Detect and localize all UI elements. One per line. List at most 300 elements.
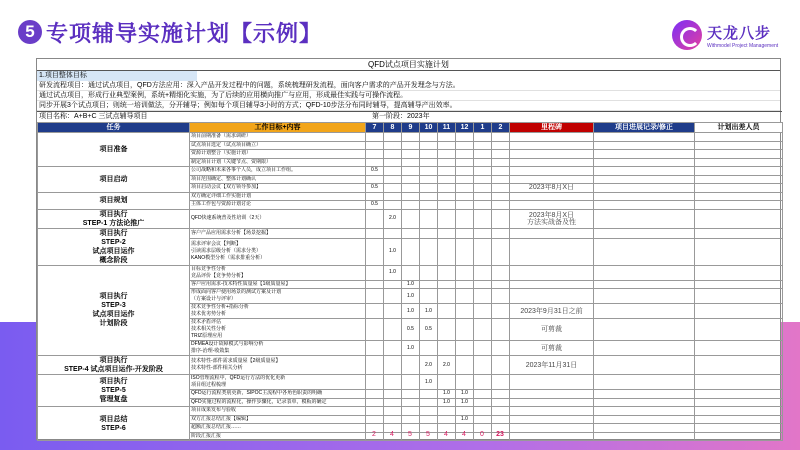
- milestone-cell: 2023年9月31日之前: [510, 304, 594, 319]
- milestone-cell: [510, 201, 594, 210]
- month-value-cell: [366, 141, 384, 150]
- month-value-cell: [384, 192, 402, 201]
- record-cell: [594, 398, 695, 407]
- month-total: 0: [480, 431, 484, 438]
- header-record: 项目进展记录/修正: [594, 123, 695, 133]
- person-cell: [695, 150, 783, 159]
- goal-cell: 需求评审会议【判断】 引读需求层级分析（需求分类） KANO模型分析（需求排重分析）: [190, 238, 366, 265]
- month-value-cell: [492, 201, 510, 210]
- month-value-cell: 1.0: [438, 398, 456, 407]
- record-cell: [594, 341, 695, 356]
- month-value-cell: [420, 150, 438, 159]
- month-value-cell: [492, 150, 510, 159]
- month-value-cell: 0.5: [366, 201, 384, 210]
- month-value-cell: [384, 375, 402, 390]
- month-value-cell: [402, 175, 420, 184]
- record-cell: [594, 150, 695, 159]
- person-cell: [695, 280, 783, 289]
- month-value-cell: [474, 407, 492, 416]
- record-cell: [594, 356, 695, 375]
- month-value-cell: [456, 356, 474, 375]
- month-value-cell: [474, 150, 492, 159]
- month-value-cell: [438, 201, 456, 210]
- project-line: [37, 111, 782, 121]
- month-value-cell: [402, 192, 420, 201]
- month-value-cell: [456, 209, 474, 228]
- record-cell: [594, 192, 695, 201]
- month-value-cell: [366, 192, 384, 201]
- record-cell: [594, 265, 695, 280]
- milestone-cell: [510, 280, 594, 289]
- month-value-cell: [366, 398, 384, 407]
- month-value-cell: [438, 192, 456, 201]
- table-row: [38, 209, 783, 228]
- month-value-cell: [492, 304, 510, 319]
- month-value-cell: [438, 150, 456, 159]
- month-value-cell: [438, 304, 456, 319]
- month-value-cell: [366, 375, 384, 390]
- month-value-cell: [402, 390, 420, 399]
- record-cell: [594, 175, 695, 184]
- month-value-cell: [456, 304, 474, 319]
- month-value-cell: [402, 356, 420, 375]
- month-value-cell: [384, 158, 402, 167]
- month-value-cell: [420, 398, 438, 407]
- month-value-cell: [420, 265, 438, 280]
- month-total: 5: [408, 431, 412, 438]
- month-value-cell: 1.0: [420, 304, 438, 319]
- month-value-cell: [384, 341, 402, 356]
- month-value-cell: [492, 175, 510, 184]
- month-total: 5: [426, 431, 430, 438]
- month-value-cell: [456, 238, 474, 265]
- month-value-cell: [384, 407, 402, 416]
- month-value-cell: [492, 184, 510, 193]
- person-cell: [695, 390, 783, 399]
- person-cell: [695, 407, 783, 416]
- month-value-cell: [474, 167, 492, 176]
- task-cell: 项目执行 STEP-4 试点项目运作-开发阶段: [38, 356, 190, 375]
- month-value-cell: [492, 341, 510, 356]
- month-value-cell: [420, 158, 438, 167]
- month-value-cell: [438, 141, 456, 150]
- month-value-cell: [384, 175, 402, 184]
- record-cell: [594, 238, 695, 265]
- goal-cell: 资源计划整合（实施计划）: [190, 150, 366, 159]
- task-cell: 项目规划: [38, 192, 190, 209]
- month-value-cell: [366, 280, 384, 289]
- logo-name: 天龙八步: [707, 23, 772, 42]
- month-value-cell: [420, 209, 438, 228]
- header: [0, 0, 800, 52]
- month-value-cell: 0.5: [420, 319, 438, 341]
- table-header-row: [38, 123, 783, 133]
- milestone-cell: [510, 390, 594, 399]
- goal-cell: 客户应用需求-技术特性质量屋【1级质量屋】: [190, 280, 366, 289]
- person-cell: [695, 304, 783, 319]
- month-value-cell: [492, 141, 510, 150]
- person-cell: [695, 398, 783, 407]
- record-cell: [594, 304, 695, 319]
- month-value-cell: [402, 201, 420, 210]
- milestone-cell: [510, 289, 594, 304]
- month-value-cell: [474, 280, 492, 289]
- month-value-cell: [456, 280, 474, 289]
- goal-cell: 项目范围确定、整体计划确认: [190, 175, 366, 184]
- month-value-cell: [492, 375, 510, 390]
- month-value-cell: [420, 201, 438, 210]
- month-value-cell: [438, 415, 456, 424]
- person-cell: [695, 167, 783, 176]
- goal-cell: 双方汇报总结汇报【编辑】: [190, 415, 366, 424]
- month-value-cell: [474, 415, 492, 424]
- person-cell: [695, 319, 783, 341]
- month-value-cell: [402, 150, 420, 159]
- month-value-cell: [384, 201, 402, 210]
- plan-table: [37, 122, 783, 441]
- milestone-cell: [510, 141, 594, 150]
- record-cell: [594, 201, 695, 210]
- month-value-cell: [492, 209, 510, 228]
- sheet-title: QFD试点项目实施计划: [37, 59, 780, 71]
- month-value-cell: [384, 319, 402, 341]
- goal-cell: DFMEA设计故障模式与影响分析 排序-治理-收敛集: [190, 341, 366, 356]
- record-cell: [594, 390, 695, 399]
- month-value-cell: [384, 398, 402, 407]
- month-value-cell: [402, 375, 420, 390]
- milestone-cell: [510, 150, 594, 159]
- month-value-cell: [492, 289, 510, 304]
- table-row: [38, 356, 783, 375]
- month-value-cell: [438, 375, 456, 390]
- goal-cell: QFD实施过程的流程化，操作步骤化，记录表单，模板的确定: [190, 398, 366, 407]
- month-value-cell: [474, 192, 492, 201]
- month-value-cell: [420, 184, 438, 193]
- month-value-cell: [420, 141, 438, 150]
- month-value-cell: [492, 192, 510, 201]
- milestone-cell: [510, 192, 594, 201]
- month-value-cell: [438, 209, 456, 228]
- month-value-cell: [438, 133, 456, 142]
- month-value-cell: [366, 133, 384, 142]
- month-value-cell: [438, 407, 456, 416]
- month-value-cell: [438, 238, 456, 265]
- month-value-cell: [492, 265, 510, 280]
- month-value-cell: [456, 228, 474, 238]
- month-value-cell: [384, 228, 402, 238]
- record-cell: [594, 167, 695, 176]
- month-value-cell: [384, 390, 402, 399]
- table-row: [38, 375, 783, 390]
- month-value-cell: [402, 167, 420, 176]
- plan-table-body: [38, 133, 783, 441]
- record-cell: [594, 407, 695, 416]
- month-value-cell: [492, 228, 510, 238]
- month-value-cell: [492, 133, 510, 142]
- milestone-cell: [510, 228, 594, 238]
- month-value-cell: [456, 341, 474, 356]
- record-cell: [594, 133, 695, 142]
- month-value-cell: [456, 141, 474, 150]
- month-value-cell: 0.5: [366, 167, 384, 176]
- person-cell: [695, 192, 783, 201]
- month-value-cell: [366, 158, 384, 167]
- month-value-cell: [474, 289, 492, 304]
- month-value-cell: [456, 201, 474, 210]
- person-cell: [695, 228, 783, 238]
- milestone-cell: [510, 415, 594, 424]
- month-value-cell: 1.0: [438, 390, 456, 399]
- month-value-cell: [384, 304, 402, 319]
- month-value-cell: [456, 150, 474, 159]
- milestone-cell: [510, 133, 594, 142]
- milestone-cell: 可剪裁: [510, 341, 594, 356]
- month-value-cell: [456, 158, 474, 167]
- milestone-cell: [510, 175, 594, 184]
- month-value-cell: [456, 265, 474, 280]
- month-value-cell: [474, 319, 492, 341]
- month-value-cell: [474, 304, 492, 319]
- person-cell: [695, 341, 783, 356]
- goal-cell: QFD快速系统普及性培训（2天）: [190, 209, 366, 228]
- person-cell: [695, 141, 783, 150]
- month-value-cell: [438, 289, 456, 304]
- task-cell: 项目执行 STEP-3 试点项目运作 计划阶段: [38, 265, 190, 356]
- person-cell: [695, 289, 783, 304]
- task-cell: 项目准备: [38, 133, 190, 167]
- section-number-badge: 5: [18, 20, 42, 44]
- month-value-cell: 0.5: [402, 319, 420, 341]
- month-value-cell: 1.0: [402, 341, 420, 356]
- month-value-cell: [402, 141, 420, 150]
- month-value-cell: [474, 184, 492, 193]
- record-cell: [594, 228, 695, 238]
- page-title-group: [18, 18, 322, 46]
- month-value-cell: [474, 158, 492, 167]
- record-cell: [594, 280, 695, 289]
- header-month: 7: [366, 123, 384, 133]
- month-value-cell: [438, 341, 456, 356]
- month-value-cell: [366, 289, 384, 304]
- goal-cell: 制定项目计划（关键节点、资期限）: [190, 158, 366, 167]
- person-cell: [695, 133, 783, 142]
- month-value-cell: [384, 167, 402, 176]
- month-value-cell: 1.0: [384, 265, 402, 280]
- month-value-cell: [492, 319, 510, 341]
- month-value-cell: [402, 238, 420, 265]
- table-row: [38, 407, 783, 416]
- milestone-cell: [510, 265, 594, 280]
- month-value-cell: 1.0: [402, 280, 420, 289]
- month-value-cell: [384, 150, 402, 159]
- person-cell: [695, 238, 783, 265]
- month-value-cell: [366, 238, 384, 265]
- table-row: [38, 133, 783, 142]
- month-value-cell: [474, 141, 492, 150]
- month-value-cell: 1.0: [384, 238, 402, 265]
- month-value-cell: [366, 415, 384, 424]
- header-month: 2: [492, 123, 510, 133]
- month-total: 2: [372, 431, 376, 438]
- header-month: 11: [438, 123, 456, 133]
- month-value-cell: [402, 184, 420, 193]
- month-value-cell: [366, 341, 384, 356]
- month-value-cell: [438, 184, 456, 193]
- person-cell: [695, 415, 783, 424]
- month-value-cell: [366, 209, 384, 228]
- month-value-cell: [474, 228, 492, 238]
- logo-icon: [672, 20, 702, 50]
- month-value-cell: 1.0: [456, 415, 474, 424]
- month-value-cell: 0.5: [366, 184, 384, 193]
- month-value-cell: [492, 356, 510, 375]
- month-value-cell: [366, 265, 384, 280]
- month-value-cell: [474, 265, 492, 280]
- goal-cell: 技术竞争性分析+指标分析 技术优劣势分析: [190, 304, 366, 319]
- month-value-cell: [474, 201, 492, 210]
- month-value-cell: [492, 415, 510, 424]
- logo-subtitle: Withmodel Project Management: [707, 42, 779, 49]
- month-value-cell: [402, 415, 420, 424]
- month-value-cell: [384, 184, 402, 193]
- month-value-cell: [420, 390, 438, 399]
- month-value-cell: 1.0: [420, 375, 438, 390]
- month-value-cell: [402, 398, 420, 407]
- person-cell: [695, 209, 783, 228]
- month-value-cell: [474, 238, 492, 265]
- record-cell: [594, 141, 695, 150]
- month-value-cell: [402, 133, 420, 142]
- goal-cell: 超额汇报总结汇报……: [190, 424, 366, 433]
- month-value-cell: [420, 289, 438, 304]
- month-totals: [37, 431, 782, 441]
- month-value-cell: [366, 150, 384, 159]
- month-value-cell: [420, 280, 438, 289]
- person-cell: [695, 175, 783, 184]
- month-value-cell: [474, 390, 492, 399]
- month-value-cell: [438, 280, 456, 289]
- milestone-cell: [510, 167, 594, 176]
- month-value-cell: [420, 192, 438, 201]
- month-value-cell: [384, 133, 402, 142]
- month-value-cell: [438, 265, 456, 280]
- month-value-cell: [366, 407, 384, 416]
- task-cell: 项目执行 STEP-1 方法论推广: [38, 209, 190, 228]
- month-value-cell: 1.0: [456, 398, 474, 407]
- goal-cell: 主体工作包与资源计划讨论: [190, 201, 366, 210]
- month-value-cell: 1.0: [402, 304, 420, 319]
- overview-heading: 1.项目整体目标: [37, 71, 197, 81]
- header-month: 8: [384, 123, 402, 133]
- milestone-cell: [510, 407, 594, 416]
- record-cell: [594, 158, 695, 167]
- month-value-cell: [456, 407, 474, 416]
- goal-cell: 技术矛盾评估 技术相关性分析 TRIZ原理应用: [190, 319, 366, 341]
- month-value-cell: [366, 390, 384, 399]
- person-cell: [695, 158, 783, 167]
- month-value-cell: [474, 341, 492, 356]
- goal-cell: ISO管理流程中，QFD运行方法的优化更新 项目组过程梳理: [190, 375, 366, 390]
- milestone-cell: [510, 375, 594, 390]
- month-value-cell: [438, 228, 456, 238]
- month-value-cell: [402, 209, 420, 228]
- month-value-cell: [384, 356, 402, 375]
- month-value-cell: [474, 398, 492, 407]
- record-cell: [594, 289, 695, 304]
- overview-line: 研发流程项目：通过试点项目，QFD方法应用：深入产品开发过程中的问题，系统梳理研发流程，面向客户需求的产品开发理念与方法。: [37, 81, 780, 91]
- goal-cell: 项目成果发布与验收: [190, 407, 366, 416]
- milestone-cell: [510, 398, 594, 407]
- month-value-cell: [420, 238, 438, 265]
- task-cell: 项目执行 STEP-5 管理复盘: [38, 375, 190, 407]
- month-value-cell: [402, 158, 420, 167]
- month-value-cell: 1.0: [456, 390, 474, 399]
- month-value-cell: [420, 175, 438, 184]
- month-value-cell: [402, 265, 420, 280]
- month-value-cell: [420, 341, 438, 356]
- month-total: 4: [390, 431, 394, 438]
- table-row: [38, 265, 783, 280]
- month-value-cell: [492, 390, 510, 399]
- overview-line: 通过试点项目，形成行业典型案例，系统+精细化实施，为了后续的应用横向推广与应用，形成最佳实践与可操作流程。: [37, 91, 780, 101]
- phase-label: 第一阶段：2023年: [372, 113, 430, 120]
- overview-line: 同步开展3个试点项目；则统一培训做法，分开辅导；例如每个项目辅导3小时的方式；QFD-10步法分布同时辅导，提高辅导产出效率。: [37, 101, 780, 111]
- month-total: 4: [444, 431, 448, 438]
- month-value-cell: [492, 398, 510, 407]
- record-cell: [594, 184, 695, 193]
- goal-cell: 客户产品应用需求分析【场景挖掘】: [190, 228, 366, 238]
- month-value-cell: [456, 167, 474, 176]
- task-cell: 项目执行 STEP-2 试点项目运作 概念阶段: [38, 228, 190, 265]
- month-value-cell: [474, 133, 492, 142]
- milestone-cell: [510, 158, 594, 167]
- person-cell: [695, 184, 783, 193]
- goal-cell: 项目前期准备（需求调研）: [190, 133, 366, 142]
- month-value-cell: [402, 407, 420, 416]
- month-value-cell: [456, 319, 474, 341]
- month-value-cell: [366, 356, 384, 375]
- month-value-cell: [438, 167, 456, 176]
- goal-cell: 形成面向客户使用场景的测试方案及计划 （方案设计与评审）: [190, 289, 366, 304]
- grand-total: 23: [496, 431, 504, 438]
- month-value-cell: [384, 280, 402, 289]
- month-value-cell: [384, 415, 402, 424]
- month-value-cell: [492, 158, 510, 167]
- month-value-cell: [474, 209, 492, 228]
- table-row: [38, 192, 783, 201]
- goal-cell: 阶段汇报汇报: [190, 432, 366, 441]
- milestone-cell: 可剪裁: [510, 319, 594, 341]
- month-value-cell: [438, 158, 456, 167]
- month-value-cell: [492, 167, 510, 176]
- plan-sheet: [36, 58, 781, 440]
- month-value-cell: [366, 304, 384, 319]
- header-month: 12: [456, 123, 474, 133]
- milestone-cell: 2023年11月31日: [510, 356, 594, 375]
- month-value-cell: [474, 175, 492, 184]
- month-value-cell: [474, 356, 492, 375]
- month-value-cell: [420, 407, 438, 416]
- month-value-cell: 2.0: [384, 209, 402, 228]
- record-cell: [594, 375, 695, 390]
- person-cell: [695, 201, 783, 210]
- milestone-cell: 2023年8月X日 方法实战备及性: [510, 209, 594, 228]
- month-value-cell: [492, 407, 510, 416]
- milestone-cell: [510, 238, 594, 265]
- month-value-cell: [456, 175, 474, 184]
- goal-cell: QFD运行流程类别更新，SIPOC主流程中各角色职责的明确: [190, 390, 366, 399]
- month-value-cell: [402, 228, 420, 238]
